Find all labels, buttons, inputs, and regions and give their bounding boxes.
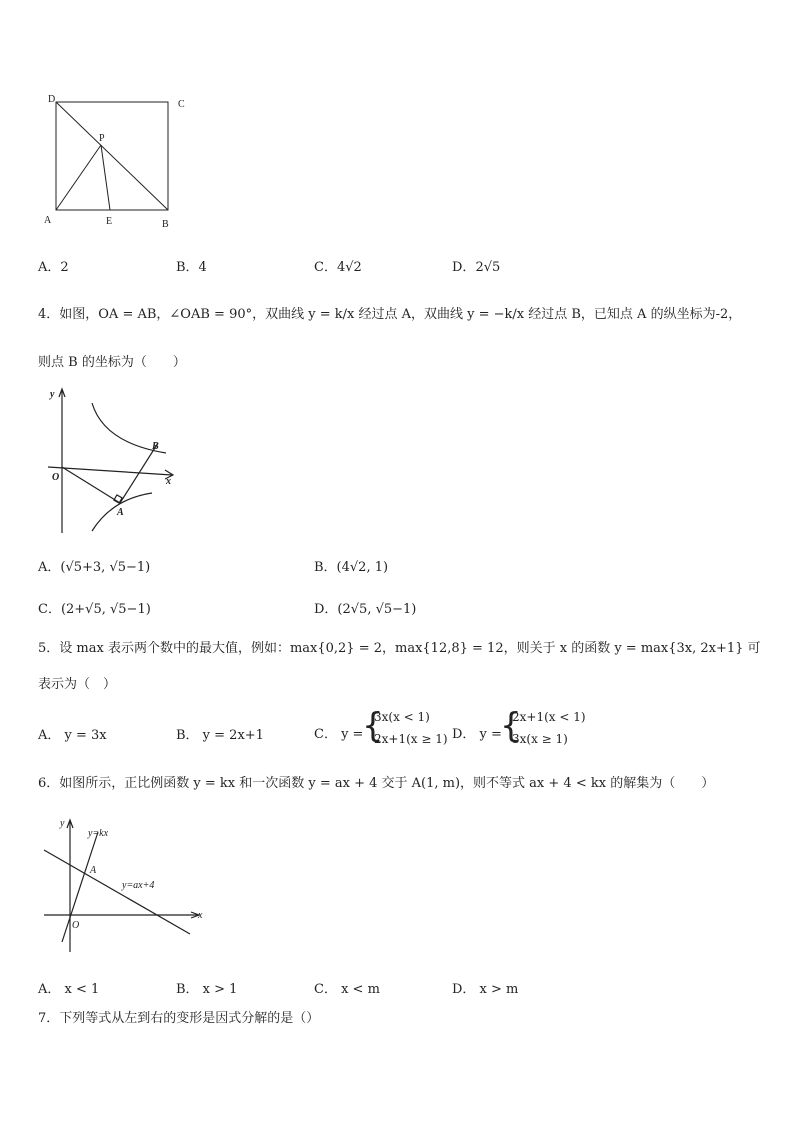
q6-stem-line1: 6．如图所示，正比例函数 y = kx 和一次函数 y = ax + 4 交于 A(1, m)，则不等式 ax + 4 < kx 的解集为（ ） [38, 776, 715, 791]
q5-option-c-case1: 3x(x < 1) [374, 710, 430, 724]
q6-option-d[interactable]: D． x > m [452, 982, 519, 997]
q4-stem-line1: 4．如图，OA = AB，∠OAB = 90°，双曲线 y = k/x 经过点 A，双曲线 y = −k/x 经过点 B，已知点 A 的纵坐标为-2， [38, 307, 742, 322]
q6-option-b[interactable]: B． x > 1 [176, 982, 238, 997]
q5-option-c-case2: 2x+1(x ≥ 1) [374, 732, 448, 746]
label-y: y [50, 389, 55, 400]
segment-ab [120, 443, 158, 503]
line-y-ax-plus-4 [44, 850, 190, 934]
q4-option-a[interactable]: A．(√5+3, √5−1) [38, 560, 151, 575]
q3-option-d-label: D． [452, 260, 476, 275]
label-b: B [152, 441, 159, 452]
q5-option-d-case1: 2x+1(x < 1) [512, 710, 586, 724]
q6-option-a[interactable]: A． x < 1 [38, 982, 100, 997]
segment-ap [56, 145, 101, 210]
q4-stem-line2: 则点 B 的坐标为（ ） [38, 355, 186, 370]
segment-pe [101, 145, 110, 210]
label-y-kx: y=kx [88, 828, 109, 839]
label-o: O [52, 472, 60, 483]
label-o: O [72, 920, 80, 931]
q4-option-d[interactable]: D．(2√5, √5−1) [314, 602, 417, 617]
label-y: y [60, 818, 65, 829]
q5-option-d-brace: { [500, 706, 522, 746]
q3-option-d-value: 2√5 [475, 260, 501, 275]
q4-option-c[interactable]: C．(2+√5, √5−1) [38, 602, 151, 617]
q5-option-b[interactable]: B． y = 2x+1 [176, 728, 264, 743]
label-x: x [198, 910, 203, 921]
q3-figure [40, 90, 200, 235]
label-b: B [162, 219, 169, 230]
label-a: A [117, 507, 124, 518]
label-d: D [48, 94, 56, 105]
q5-option-d-case2: 3x(x ≥ 1) [512, 732, 568, 746]
q3-option-b[interactable]: B．4 [176, 260, 207, 275]
label-a: A [44, 215, 52, 226]
q3-option-d[interactable] [452, 256, 500, 275]
q5-option-c[interactable] [314, 708, 464, 750]
label-y-ax-plus-4: y=ax+4 [122, 880, 155, 891]
q3-option-c[interactable] [314, 256, 362, 275]
q3-option-c-label: C． [314, 260, 337, 275]
diagonal-db [56, 102, 168, 210]
q5-stem-line1: 5．设 max 表示两个数中的最大值，例如：max{0,2} = 2，max{12,8} = 12，则关于 x 的函数 y = max{3x, 2x+1} 可 [38, 641, 761, 656]
q3-option-a[interactable]: A．2 [38, 260, 69, 275]
label-e: E [106, 216, 113, 227]
label-a: A [90, 865, 97, 876]
label-x: x [166, 476, 171, 487]
q5-option-d-label: D． y = [452, 727, 502, 742]
q5-option-c-brace: { [362, 706, 384, 746]
q4-option-b[interactable]: B．(4√2, 1) [314, 560, 389, 575]
q5-option-a[interactable]: A． y = 3x [38, 728, 107, 743]
x-axis [48, 467, 172, 475]
q4-figure [40, 385, 180, 535]
segment-oa [62, 467, 120, 503]
label-c: C [178, 99, 185, 110]
label-p: P [99, 133, 105, 144]
q5-stem-line2: 表示为（ ） [38, 677, 117, 692]
q7-stem-line1: 7．下列等式从左到右的变形是因式分解的是（） [38, 1011, 320, 1026]
q5-option-d[interactable] [452, 708, 602, 750]
q3-option-c-value: 4√2 [336, 260, 362, 275]
q5-option-c-label: C． y = [314, 727, 364, 742]
q6-option-c[interactable]: C． x < m [314, 982, 380, 997]
q6-figure [40, 810, 210, 960]
line-y-kx [62, 832, 98, 942]
